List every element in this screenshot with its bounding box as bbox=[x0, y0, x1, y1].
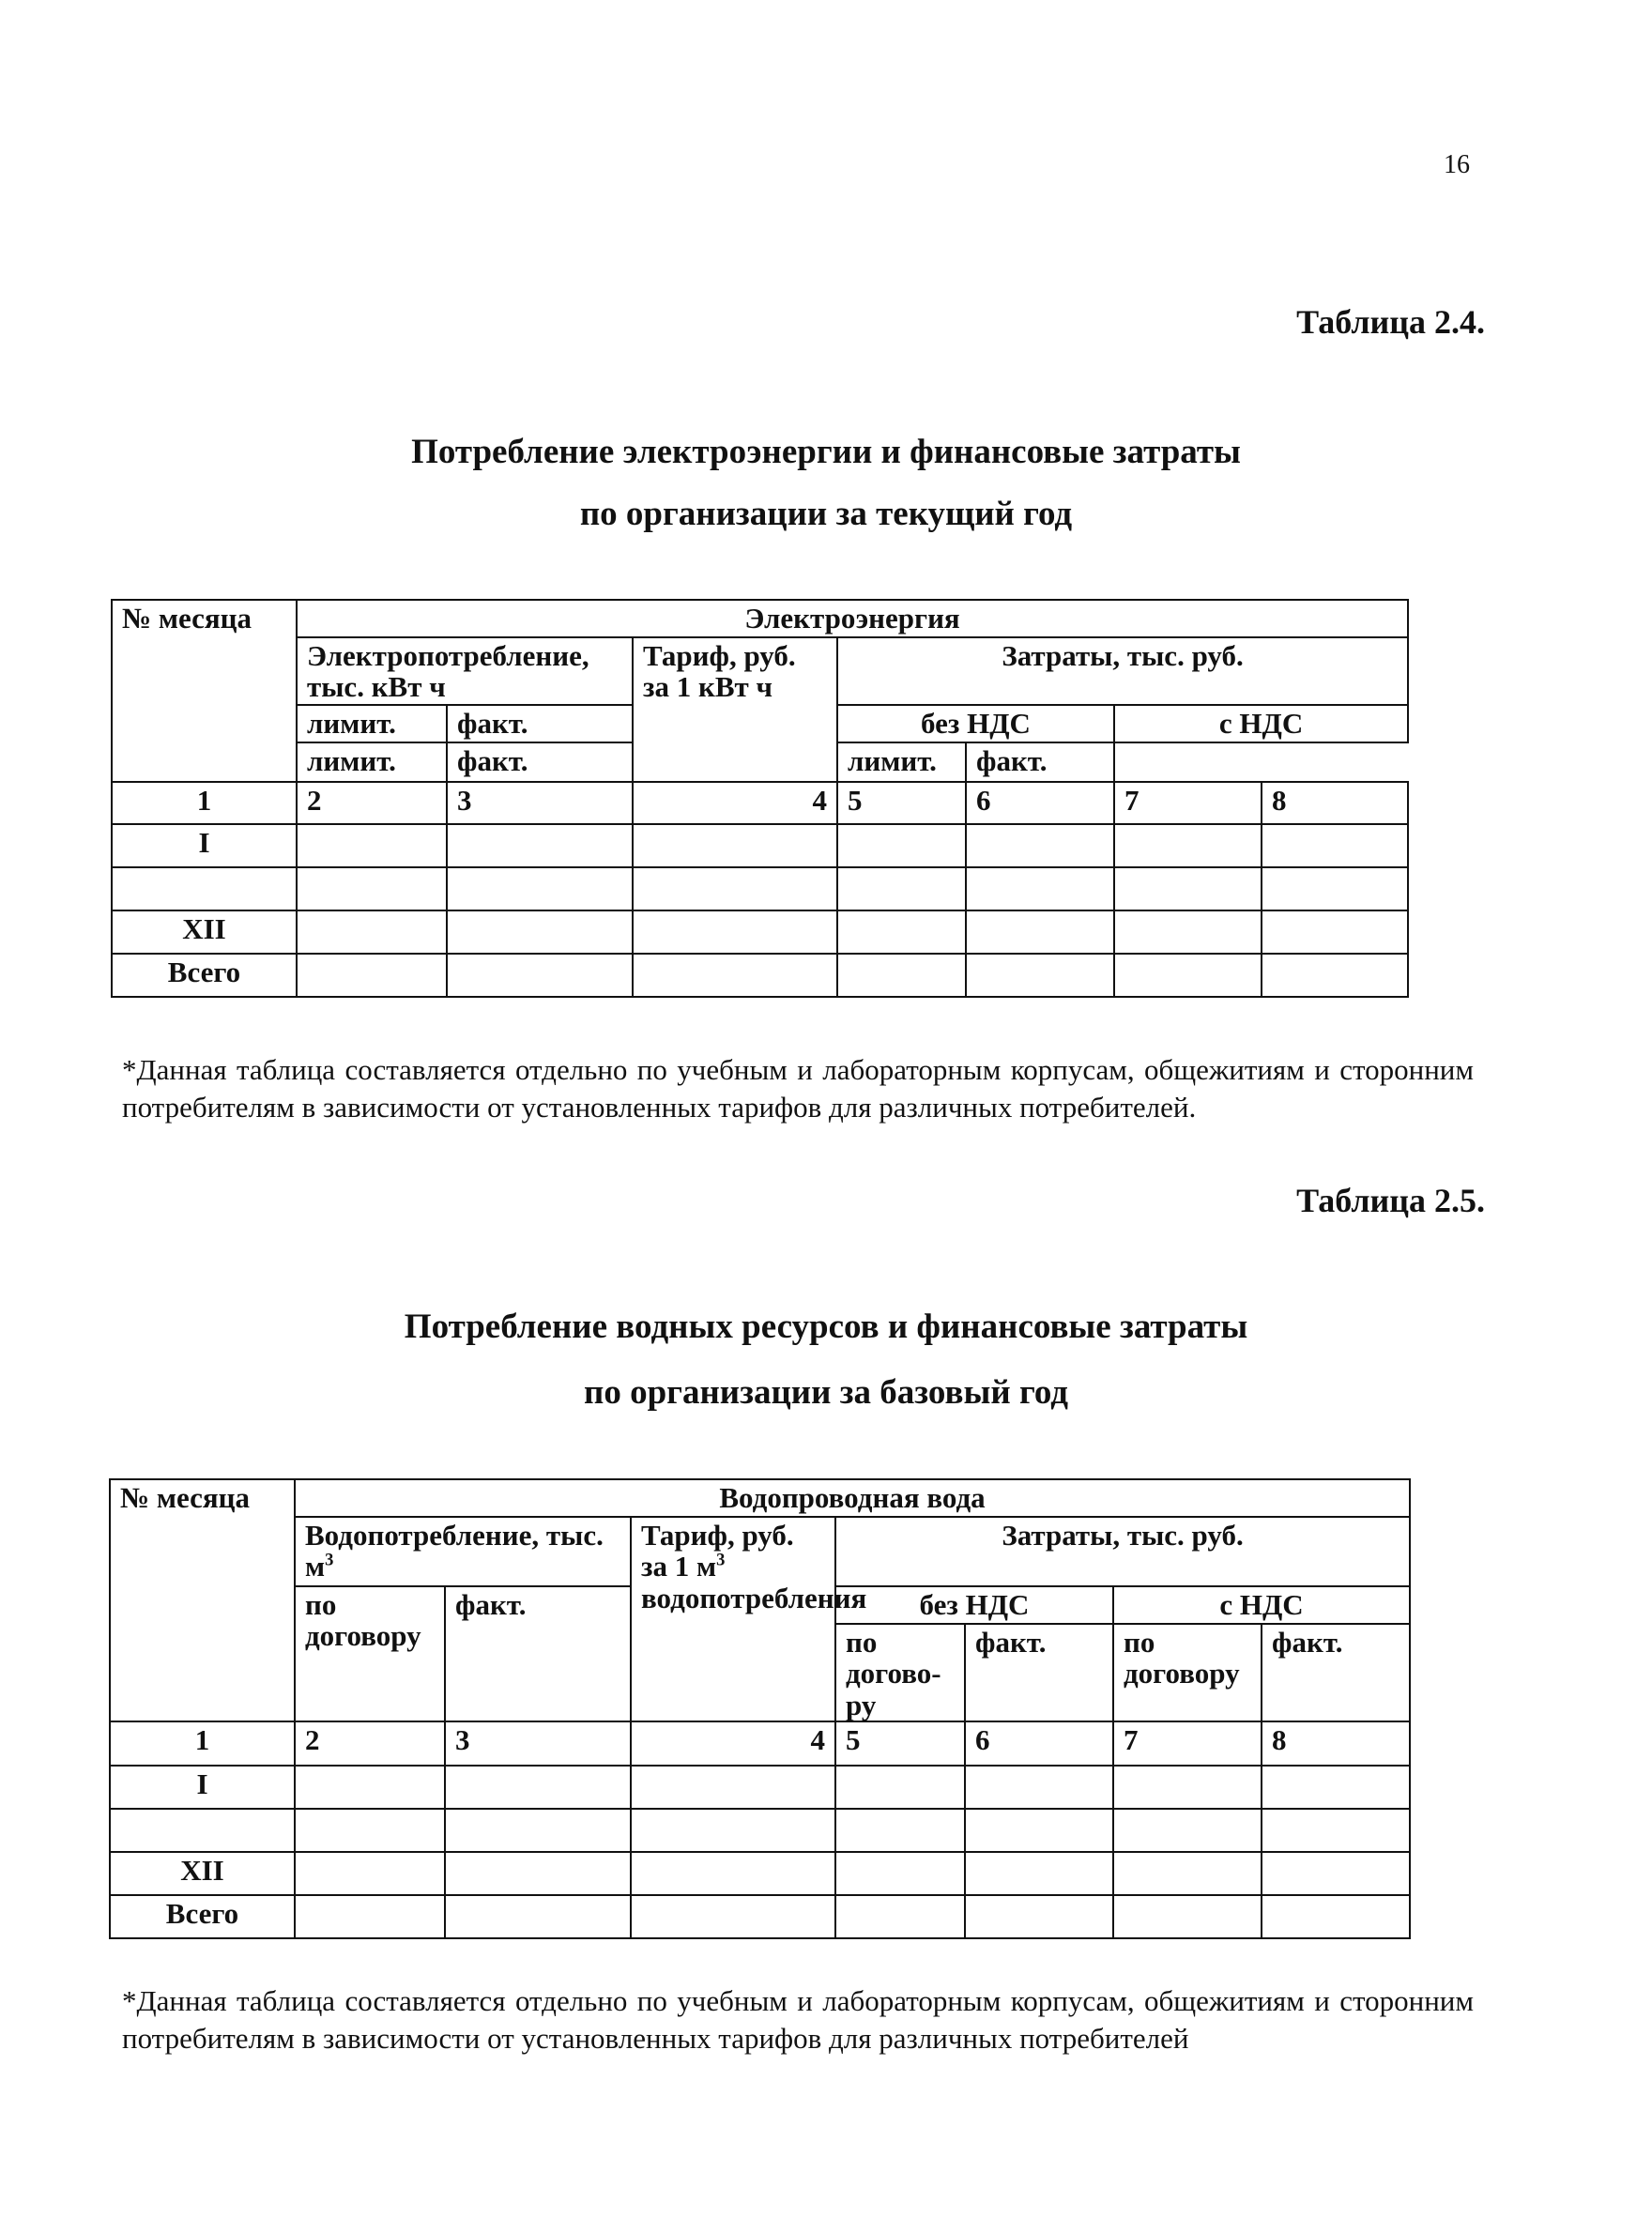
costs-header: Затраты, тыс. руб. bbox=[837, 637, 1408, 705]
total-row bbox=[110, 1895, 1410, 1938]
tariff-header: Тариф, руб. за 1 $м^3$ водопотребления bbox=[631, 1517, 835, 1721]
column-number: 3 bbox=[445, 1721, 631, 1766]
table-2-4 bbox=[111, 599, 1409, 998]
without-vat-limit-header: лимит. bbox=[297, 742, 447, 782]
with-vat-fact-header: факт. bbox=[966, 742, 1114, 782]
table-2-4-title-line1: Потребление электроэнергии и финансовые затраты bbox=[411, 433, 1241, 471]
with-vat-header: с НДС bbox=[1113, 1586, 1410, 1624]
column-number: 5 bbox=[835, 1721, 965, 1766]
column-number: 3 bbox=[447, 782, 633, 824]
page-number: 16 bbox=[1444, 150, 1470, 179]
by-contract-header: по договору bbox=[295, 1586, 445, 1721]
month-cell bbox=[110, 1809, 295, 1852]
consumption-header: Электропотребление, тыс. кВт ч bbox=[297, 637, 633, 705]
column-number: 1 bbox=[112, 782, 297, 824]
electricity-group-header: Электроэнергия bbox=[297, 600, 1408, 637]
table-2-4-label: Таблица 2.4. bbox=[1296, 303, 1485, 341]
column-number-row bbox=[110, 1721, 1410, 1766]
column-number: 2 bbox=[297, 782, 447, 824]
table-2-5 bbox=[109, 1478, 1411, 1939]
consumption-header: Водопотребление, тыс. $м^3$ bbox=[295, 1517, 631, 1586]
table-row bbox=[112, 824, 1408, 867]
column-number: 6 bbox=[966, 782, 1114, 824]
month-column-header: № месяца bbox=[110, 1479, 295, 1721]
without-vat-header: без НДС bbox=[835, 1586, 1113, 1624]
total-cell: Всего bbox=[112, 954, 297, 997]
table-row bbox=[110, 1852, 1410, 1895]
tariff-header: Тариф, руб. за 1 кВт ч bbox=[633, 637, 837, 782]
table-2-5-title-line2: по организации за базовый год bbox=[584, 1373, 1068, 1412]
table-2-5-footnote: *Данная таблица составляется отдельно по учебным и лабораторным корпусам, общежитиям и сторонним потребителям в зависимости от установленных тарифов для различных потребителей bbox=[122, 1984, 1474, 2056]
table-row bbox=[110, 1766, 1410, 1809]
month-cell: XII bbox=[110, 1852, 295, 1895]
column-number: 1 bbox=[110, 1721, 295, 1766]
table-row bbox=[110, 1809, 1410, 1852]
column-number: 4 bbox=[631, 1721, 835, 1766]
month-cell: XII bbox=[112, 910, 297, 954]
table-row bbox=[112, 910, 1408, 954]
with-vat-header: с НДС bbox=[1114, 705, 1408, 742]
total-row bbox=[112, 954, 1408, 997]
table-2-4-footnote: *Данная таблица составляется отдельно по учебным и лабораторным корпусам, общежитиям и сторонним потребителям в зависимости от установленных тарифов для различных потребителей. bbox=[122, 1053, 1474, 1124]
costs-header: Затраты, тыс. руб. bbox=[835, 1517, 1410, 1586]
total-cell: Всего bbox=[110, 1895, 295, 1938]
table-row bbox=[112, 867, 1408, 910]
consumption-fact-header: факт. bbox=[445, 1586, 631, 1721]
without-vat-fact-header: факт. bbox=[965, 1624, 1113, 1721]
column-number: 5 bbox=[837, 782, 966, 824]
table-2-5-title-line1: Потребление водных ресурсов и финансовые затраты bbox=[404, 1308, 1248, 1346]
column-number: 8 bbox=[1262, 782, 1408, 824]
consumption-fact-header: факт. bbox=[447, 705, 633, 742]
table-2-4-title-line2: по организации за текущий год bbox=[579, 495, 1073, 533]
column-number: 6 bbox=[965, 1721, 1113, 1766]
consumption-limit-header: лимит. bbox=[297, 705, 447, 742]
month-column-header: № месяца bbox=[112, 600, 297, 782]
table-2-5-label: Таблица 2.5. bbox=[1296, 1182, 1485, 1219]
column-number: 7 bbox=[1113, 1721, 1262, 1766]
month-cell: I bbox=[112, 824, 297, 867]
without-vat-header: без НДС bbox=[837, 705, 1114, 742]
with-vat-limit-header: лимит. bbox=[837, 742, 966, 782]
without-vat-contract-header: по догово- ру bbox=[835, 1624, 965, 1721]
month-cell: I bbox=[110, 1766, 295, 1809]
without-vat-fact-header: факт. bbox=[447, 742, 633, 782]
with-vat-contract-header: по договору bbox=[1113, 1624, 1262, 1721]
month-cell bbox=[112, 867, 297, 910]
column-number-row bbox=[112, 782, 1408, 824]
column-number: 8 bbox=[1262, 1721, 1410, 1766]
with-vat-fact-header: факт. bbox=[1262, 1624, 1410, 1721]
column-number: 2 bbox=[295, 1721, 445, 1766]
column-number: 4 bbox=[633, 782, 837, 824]
column-number: 7 bbox=[1114, 782, 1262, 824]
water-group-header: Водопроводная вода bbox=[295, 1479, 1410, 1517]
